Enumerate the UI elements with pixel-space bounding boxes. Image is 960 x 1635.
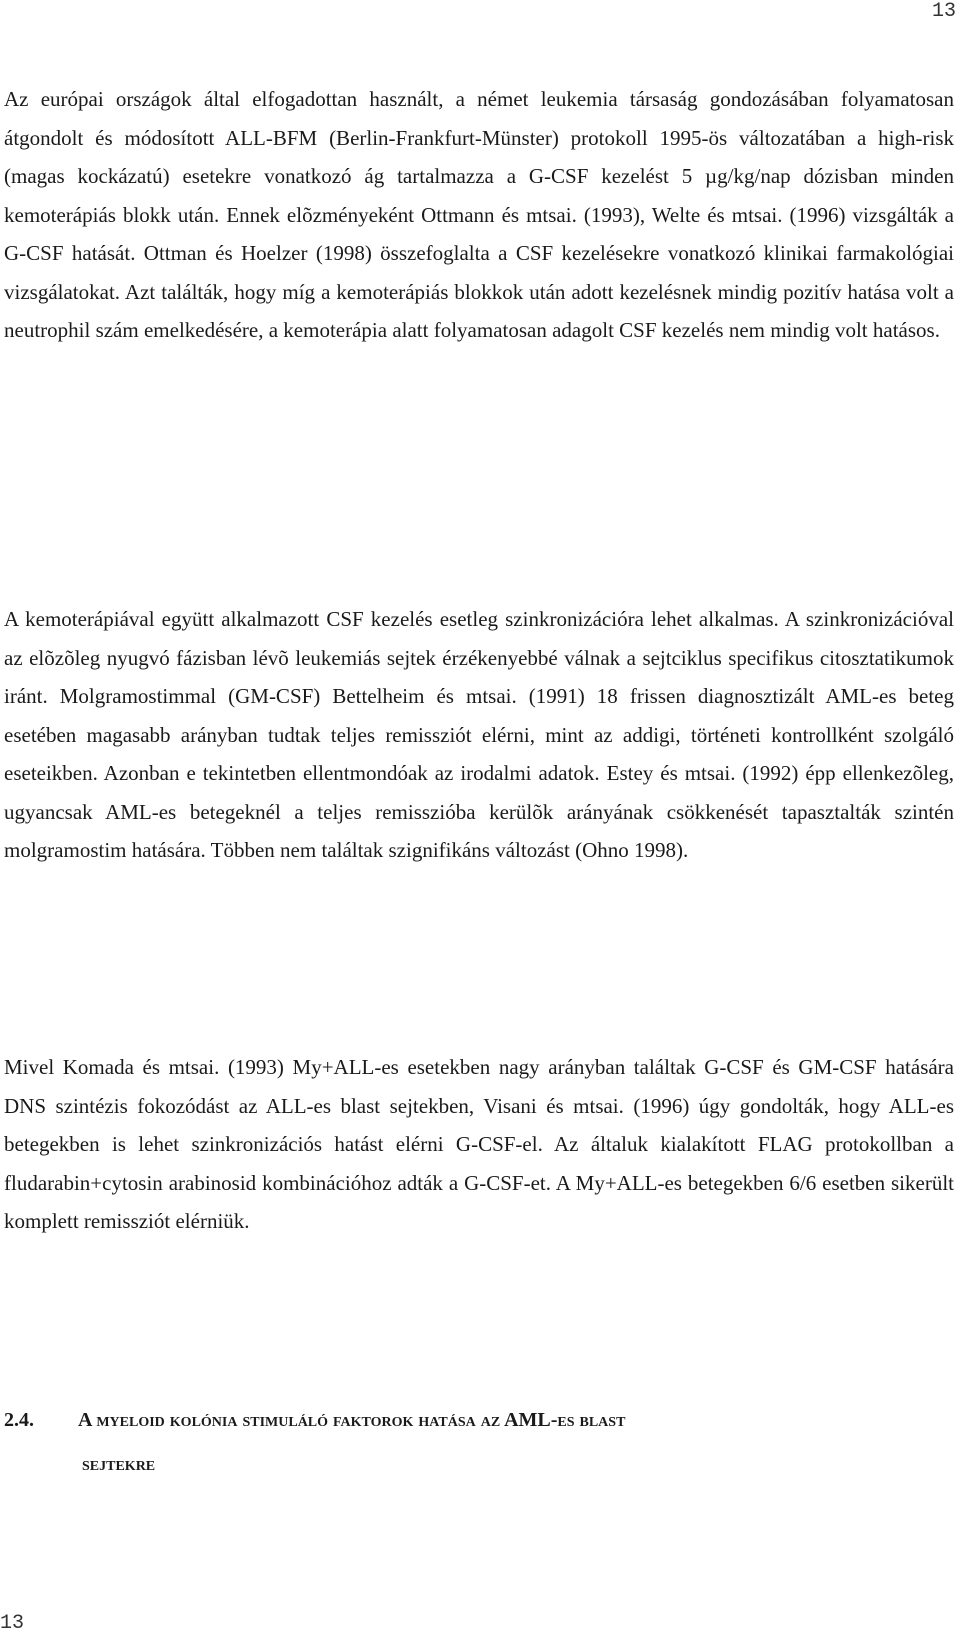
page-number-bottom: 13 — [0, 1612, 25, 1635]
section-title: A myeloid kolónia stimuláló faktorok hatása az AML-es blast — [78, 1409, 626, 1431]
section-number: 2.4. — [4, 1409, 34, 1431]
page-number-top: 13 — [931, 0, 956, 23]
paragraph-3: Mivel Komada és mtsai. (1993) My+ALL-es esetekben nagy arányban találtak G-CSF és GM-CSF hatására DNS szintézis fokozódást az ALL-es blast sejtekben, Visani és mtsai. (1996) úgy gondolták, hogy ALL-es betegekben is lehet szinkronizációs hatást elérni G-CSF-el. Az általuk kialakított FLAG protokollban a fludarabin+cytosin arabinosid kombinációhoz adták a G-CSF-et. A My+ALL-es betegekben 6/6 esetben sikerült komplett remissziót elérniük. — [4, 1055, 954, 1233]
section-heading — [4, 1398, 954, 1486]
paragraph-1: Az európai országok által elfogadottan használt, a német leukemia társaság gondozásában folyamatosan átgondolt és módosított ALL-BFM (Berlin-Frankfurt-Münster) protokoll 1995-ös változatában a high-risk (magas kockázatú) esetekre vonatkozó ág tartalmazza a G-CSF kezelést 5 µg/kg/nap dózisban minden kemoterápiás blokk után. Ennek elõzményeként Ottmann és mtsai. (1993), Welte és mtsai. (1996) vizsgálták a G-CSF hatását. Ottman és Hoelzer (1998) összefoglalta a CSF kezelésekre vonatkozó klinikai farmakológiai vizsgálatokat. Azt találták, hogy míg a kemoterápiás blokkok után adott kezelésnek mindig pozitív hatása volt a neutrophil szám emelkedésére, a kemoterápia alatt folyamatosan adagolt CSF kezelés nem mindig volt hatásos. — [4, 87, 954, 342]
paragraph-2: A kemoterápiával együtt alkalmazott CSF kezelés esetleg szinkronizációra lehet alkalmas. A szinkronizációval az elõzõleg nyugvó fázisban lévõ leukemiás sejtek érzékenyebbé válnak a sejtciklus specifikus citosztatikumok iránt. Molgramostimmal (GM-CSF) Bettelheim és mtsai. (1991) 18 frissen diagnosztizált AML-es beteg esetében magasabb arányban tudtak teljes remissziót elérni, mint az addigi, történeti kontrollként szolgáló eseteikben. Azonban e tekintetben ellentmondóak az irodalmi adatok. Estey és mtsai. (1992) épp ellenkezõleg, ugyancsak AML-es betegeknél a teljes remisszióba kerülõk arányának csökkenését tapasztalták szintén molgramostim hatására. Többen nem találtak szignifikáns változást (Ohno 1998). — [4, 607, 954, 862]
section-title-continuation: sejtekre — [82, 1453, 156, 1475]
